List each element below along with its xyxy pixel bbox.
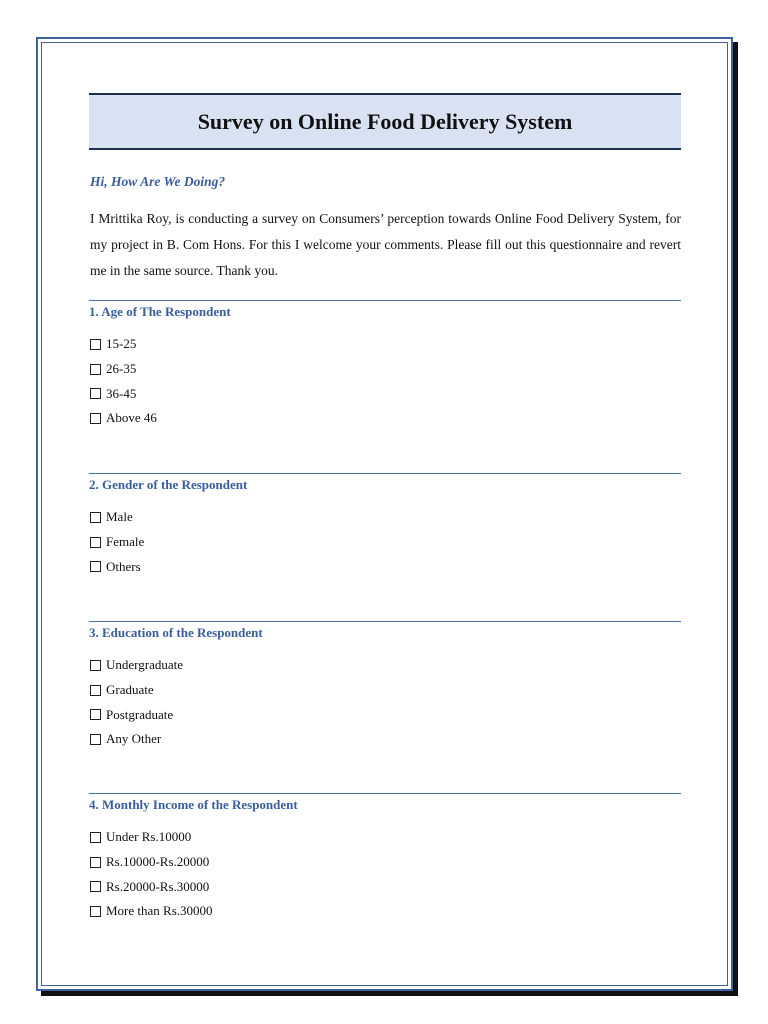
checkbox[interactable]: [90, 537, 101, 548]
question-heading: 4. Monthly Income of the Respondent: [89, 793, 681, 814]
option-label: More than Rs.30000: [106, 903, 213, 919]
option-item[interactable]: [90, 874, 681, 899]
option-label: Under Rs.10000: [106, 829, 192, 845]
option-item[interactable]: [90, 899, 681, 924]
checkbox[interactable]: [90, 364, 101, 375]
greeting-heading: Hi, How Are We Doing?: [90, 174, 226, 189]
checkbox[interactable]: [90, 512, 101, 523]
checkbox[interactable]: [90, 734, 101, 745]
option-item[interactable]: [90, 505, 681, 530]
checkbox[interactable]: [90, 685, 101, 696]
question-heading: 3. Education of the Respondent: [89, 621, 681, 642]
checkbox[interactable]: [90, 388, 101, 399]
option-list: [90, 332, 681, 431]
option-item[interactable]: [90, 357, 681, 382]
option-item[interactable]: [90, 850, 681, 875]
option-label: Undergraduate: [106, 657, 184, 673]
option-item[interactable]: [90, 530, 681, 555]
option-list: [90, 505, 681, 579]
option-label: 26-35: [106, 361, 137, 377]
option-label: Male: [106, 509, 133, 525]
option-label: Rs.10000-Rs.20000: [106, 854, 210, 870]
option-item[interactable]: [90, 406, 681, 431]
option-label: Others: [106, 558, 141, 574]
checkbox[interactable]: [90, 832, 101, 843]
option-label: Graduate: [106, 682, 154, 698]
option-item[interactable]: [90, 332, 681, 357]
checkbox[interactable]: [90, 660, 101, 671]
option-label: 15-25: [106, 336, 137, 352]
checkbox[interactable]: [90, 857, 101, 868]
option-item[interactable]: [90, 825, 681, 850]
checkbox[interactable]: [90, 413, 101, 424]
title-banner: [89, 93, 681, 150]
page-title: Survey on Online Food Delivery System: [197, 108, 573, 134]
checkbox[interactable]: [90, 561, 101, 572]
checkbox[interactable]: [90, 709, 101, 720]
option-item[interactable]: [90, 381, 681, 406]
question-gender: [89, 473, 681, 579]
option-item[interactable]: [90, 554, 681, 579]
question-income: [89, 793, 681, 924]
option-item[interactable]: [90, 653, 681, 678]
checkbox[interactable]: [90, 906, 101, 917]
option-label: Postgraduate: [106, 706, 174, 722]
question-heading: 1. Age of The Respondent: [89, 300, 681, 321]
option-list: [90, 653, 681, 752]
option-label: Above 46: [106, 410, 157, 426]
option-item[interactable]: [90, 702, 681, 727]
option-item[interactable]: [90, 727, 681, 752]
checkbox[interactable]: [90, 339, 101, 350]
option-label: 36-45: [106, 385, 137, 401]
intro-paragraph: I Mrittika Roy, is conducting a survey on Consumers’ perception towards Online Food Delivery System, for my project in B. Com Hons. For this I welcome your comments. Please fill out this questionnaire and revert me in the same source. Thank you.: [90, 211, 681, 278]
option-list: [90, 825, 681, 924]
checkbox[interactable]: [90, 881, 101, 892]
option-label: Rs.20000-Rs.30000: [106, 878, 210, 894]
question-education: [89, 621, 681, 752]
question-heading: 2. Gender of the Respondent: [89, 473, 681, 494]
option-label: Female: [106, 534, 145, 550]
option-label: Any Other: [106, 731, 162, 747]
option-item[interactable]: [90, 678, 681, 703]
question-age: [89, 300, 681, 431]
